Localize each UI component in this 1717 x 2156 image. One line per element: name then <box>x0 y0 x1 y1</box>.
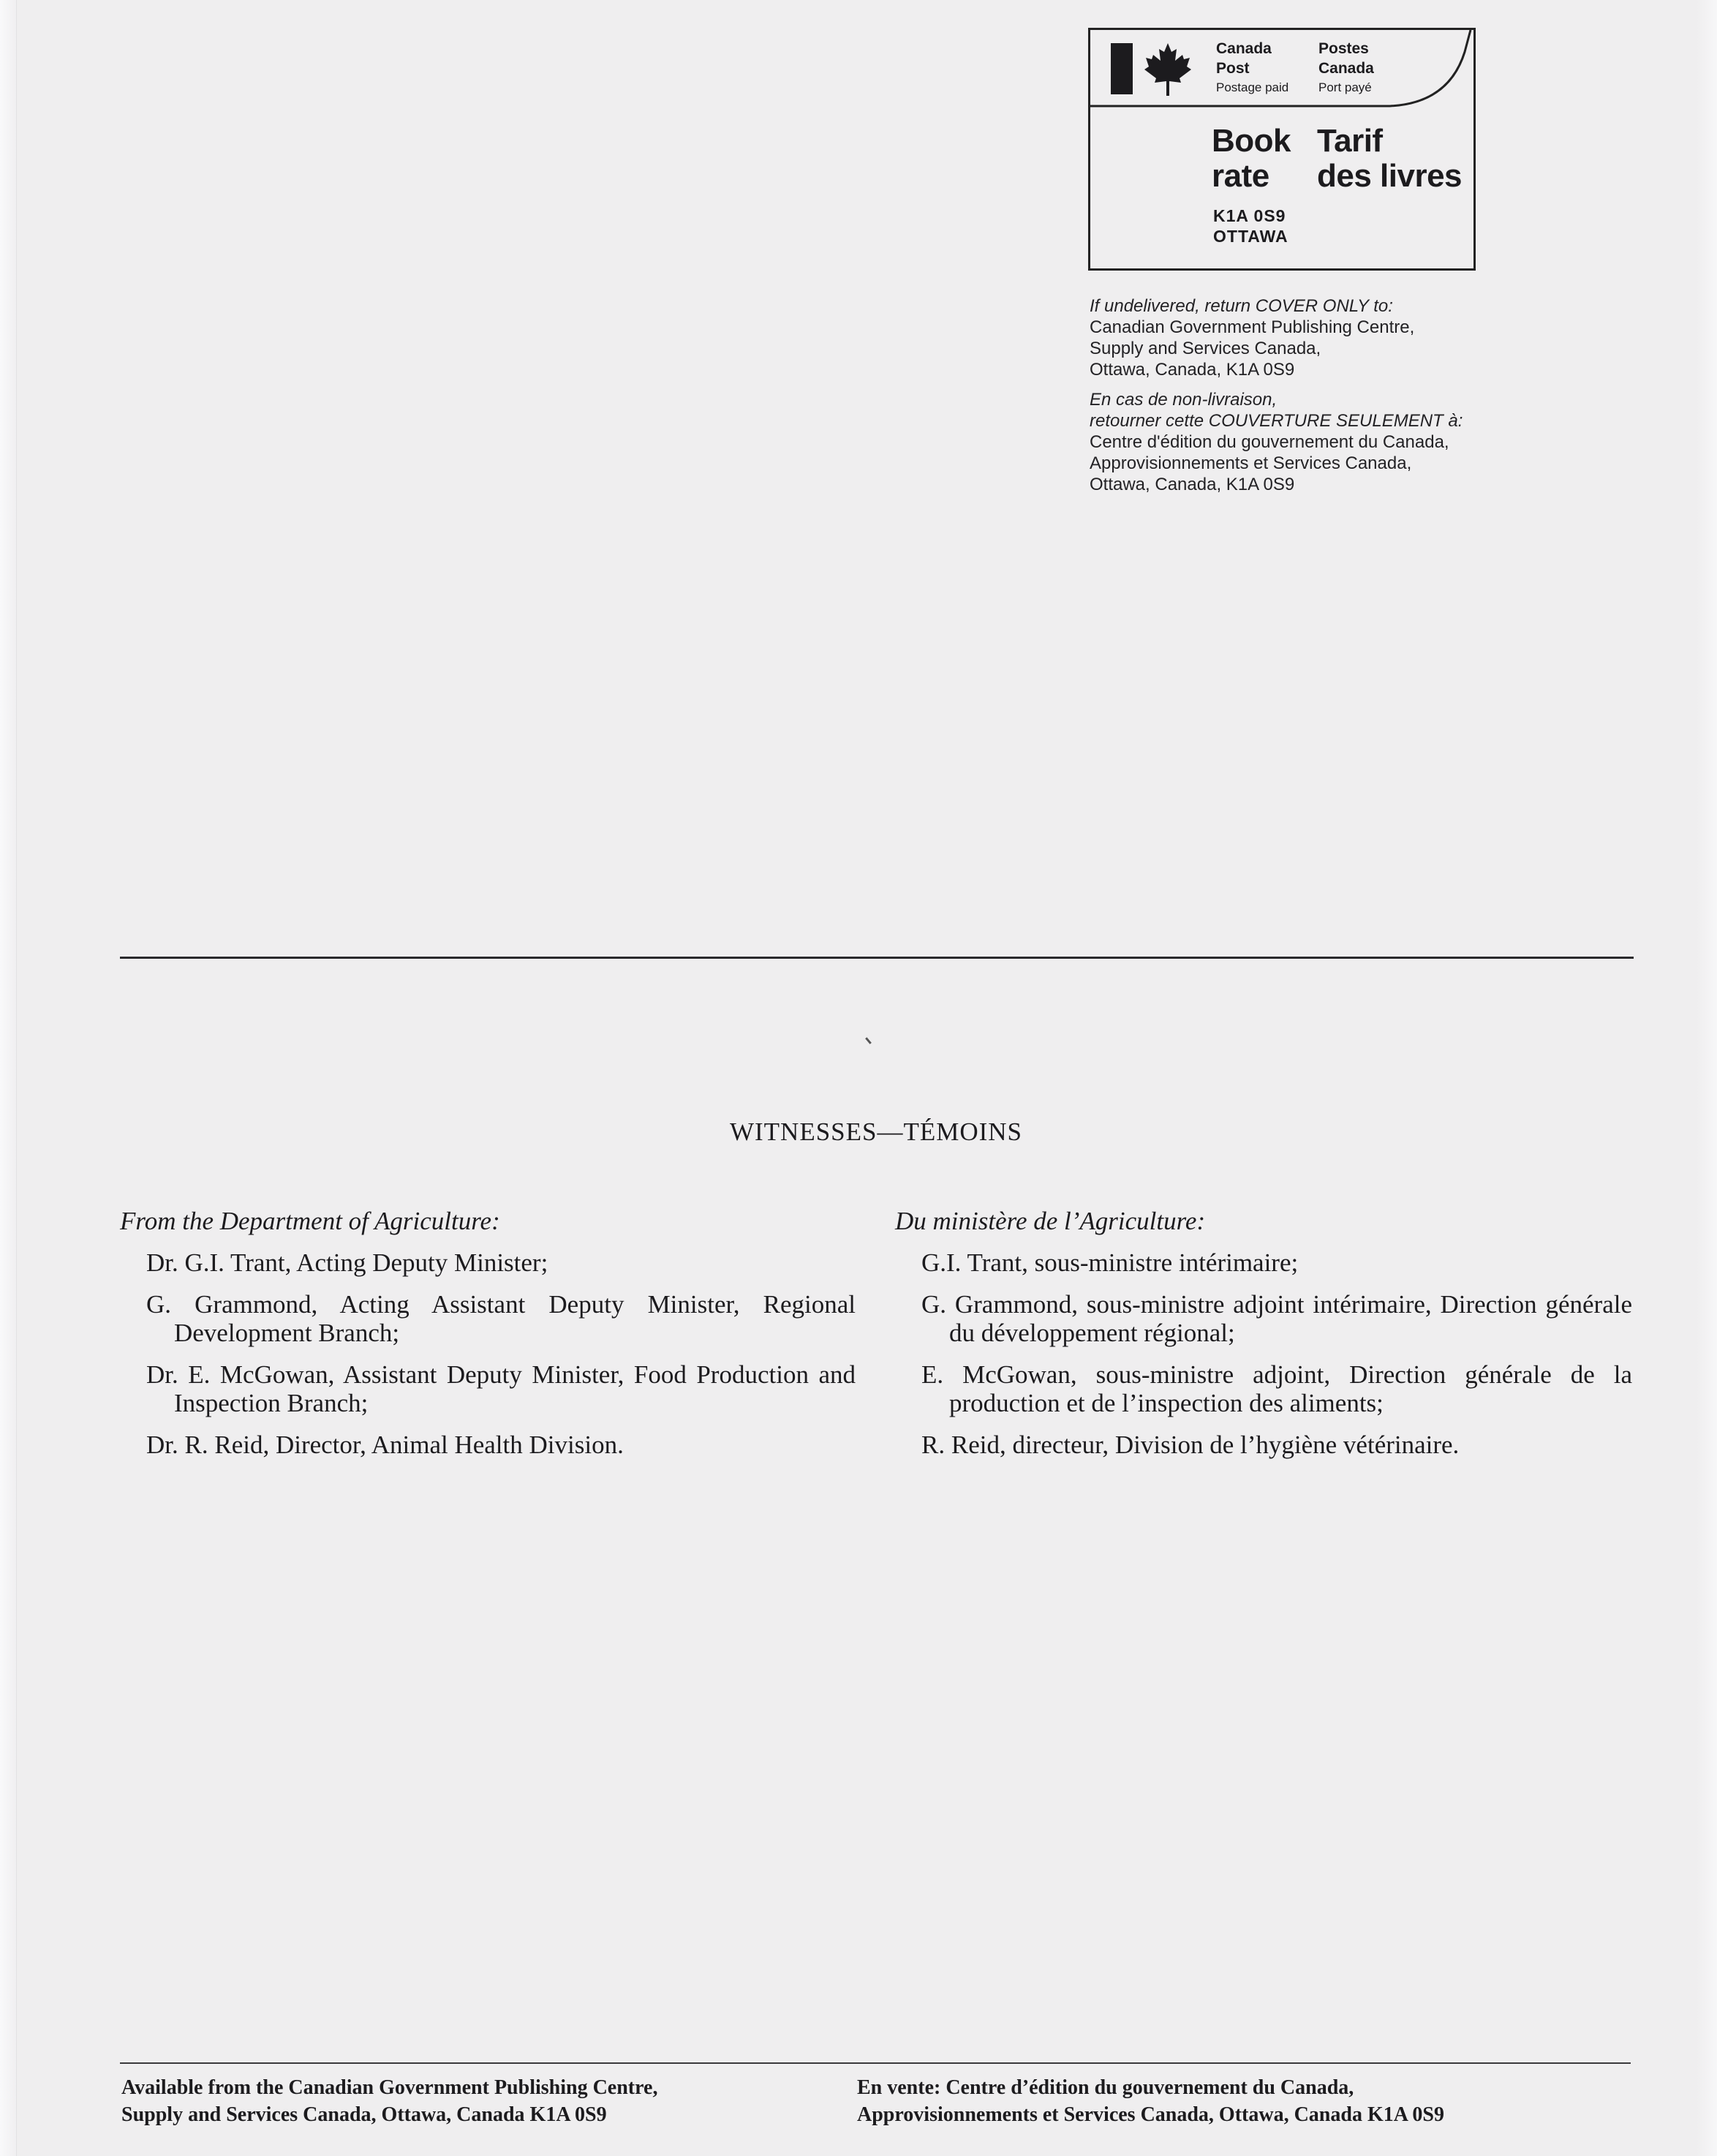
witness-entry: G. Grammond, sous-ministre adjoint intérimaire, Direction générale du développement régional; <box>921 1290 1632 1347</box>
return-intro-fr-1: En cas de non-livraison, <box>1090 390 1278 410</box>
footer-en-line1: Available from the Canadian Government Publishing Centre, <box>121 2076 658 2099</box>
witnesses-heading-fr: Du ministère de l’Agriculture: <box>895 1207 1206 1235</box>
return-intro-fr-2: retourner cette COUVERTURE SEULEMENT à: <box>1090 411 1463 431</box>
footer-availability-en <box>121 2074 657 2128</box>
canada-post-label <box>1216 39 1288 97</box>
book-rate-label <box>1212 124 1291 194</box>
witness-entry: Dr. R. Reid, Director, Animal Health Division. <box>146 1431 624 1459</box>
post-en-line3: Postage paid <box>1216 80 1289 94</box>
return-line-fr-1: Centre d'édition du gouvernement du Canada, <box>1090 432 1449 452</box>
witness-entry: Dr. G.I. Trant, Acting Deputy Minister; <box>146 1248 548 1277</box>
print-speck <box>865 1037 872 1044</box>
post-fr-line2: Canada <box>1318 60 1374 77</box>
witness-entry: R. Reid, directeur, Division de l’hygiène vétérinaire. <box>921 1431 1460 1459</box>
witnesses-french-column <box>895 1207 1632 1472</box>
return-line-en-2: Supply and Services Canada, <box>1090 339 1321 358</box>
return-line-fr-3: Ottawa, Canada, K1A 0S9 <box>1090 475 1295 494</box>
witnesses-heading-en: From the Department of Agriculture: <box>120 1207 500 1235</box>
indicia-header <box>1090 30 1473 108</box>
page-right-edge <box>1697 0 1717 2156</box>
post-en-line1: Canada <box>1216 40 1272 57</box>
page-binding-edge <box>0 0 17 2156</box>
rate-fr-line1: Tarif <box>1317 123 1383 159</box>
return-line-fr-2: Approvisionnements et Services Canada, <box>1090 453 1412 473</box>
maple-leaf-icon <box>1144 42 1191 97</box>
witnesses-english-column <box>120 1207 856 1472</box>
rate-fr-line2: des livres <box>1317 158 1463 194</box>
footer-fr-line1: En vente: Centre d’édition du gouvernement du Canada, <box>857 2076 1354 2099</box>
footer-availability-fr <box>857 2074 1444 2128</box>
postage-indicia <box>1088 28 1476 271</box>
post-en-line2: Post <box>1216 60 1250 77</box>
city: OTTAWA <box>1213 227 1288 246</box>
post-fr-line1: Postes <box>1318 40 1369 57</box>
rate-en-line2: rate <box>1212 158 1269 194</box>
tarif-livres-label <box>1317 124 1462 194</box>
witness-entry: E. McGowan, sous-ministre adjoint, Direction générale de la production et de l’inspection des aliments; <box>921 1360 1632 1417</box>
return-notice <box>1090 295 1601 495</box>
flag-bar-icon <box>1111 43 1133 94</box>
footer-fr-line2: Approvisionnements et Services Canada, Ottawa, Canada K1A 0S9 <box>857 2103 1444 2126</box>
section-divider <box>120 957 1634 959</box>
witness-entry: G. Grammond, Acting Assistant Deputy Minister, Regional Development Branch; <box>146 1290 856 1347</box>
post-fr-line3: Port payé <box>1318 80 1372 94</box>
postal-code: K1A 0S9 <box>1213 206 1286 225</box>
return-intro-en: If undelivered, return COVER ONLY to: <box>1090 296 1393 316</box>
postes-canada-label <box>1318 39 1374 97</box>
rate-en-line1: Book <box>1212 123 1291 159</box>
footer-divider <box>120 2062 1631 2064</box>
return-line-en-1: Canadian Government Publishing Centre, <box>1090 317 1415 337</box>
witness-entry: Dr. E. McGowan, Assistant Deputy Minister, Food Production and Inspection Branch; <box>146 1360 856 1417</box>
witnesses-title: WITNESSES—TÉMOINS <box>729 1117 1023 1146</box>
witness-entry: G.I. Trant, sous-ministre intérimaire; <box>921 1248 1299 1277</box>
footer-en-line2: Supply and Services Canada, Ottawa, Canada K1A 0S9 <box>121 2103 607 2126</box>
indicia-address <box>1213 206 1288 246</box>
return-line-en-3: Ottawa, Canada, K1A 0S9 <box>1090 360 1295 380</box>
